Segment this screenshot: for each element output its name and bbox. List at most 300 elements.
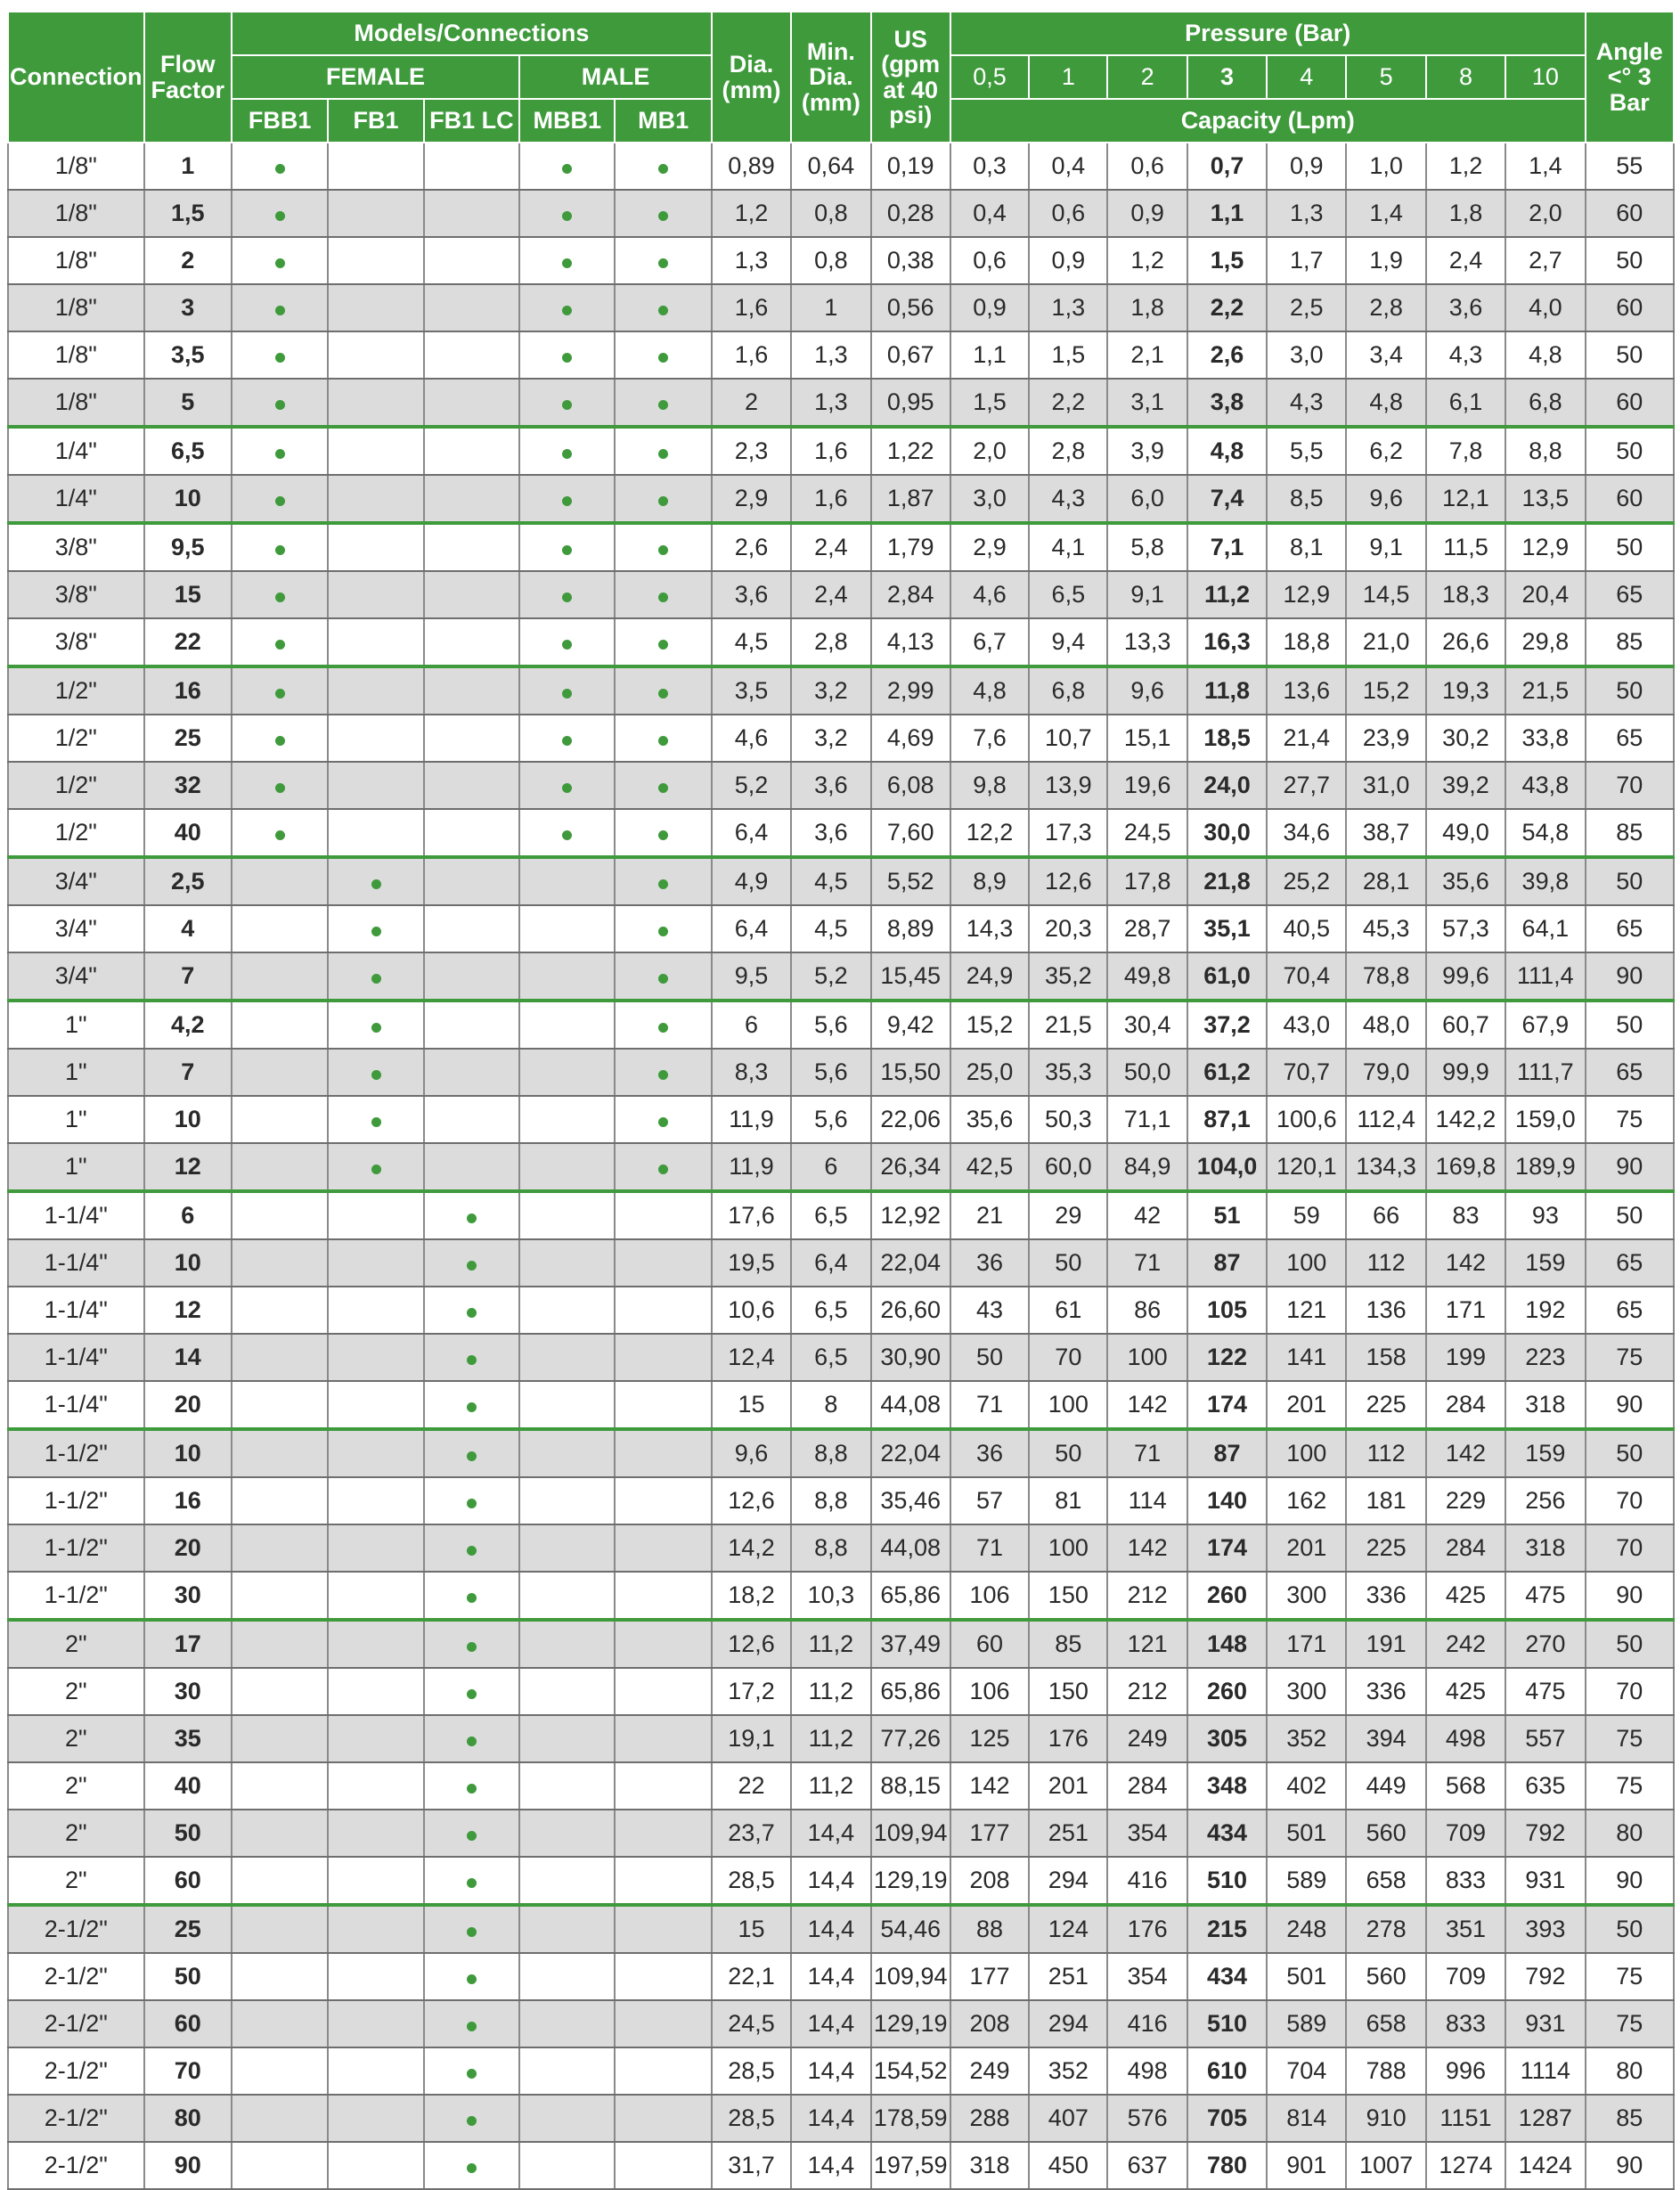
fb1-lc-cell (424, 1334, 519, 1381)
fbb1-cell (232, 379, 328, 427)
us-gpm-cell: 6,08 (871, 762, 950, 809)
capacity-cell: 4,8 (1505, 331, 1585, 379)
fb1-cell (328, 190, 423, 237)
min-dia-cell: 10,3 (791, 1572, 870, 1620)
capacity-cell: 318 (1505, 1381, 1585, 1429)
capacity-cell: 114 (1107, 1477, 1187, 1524)
capacity-3bar-cell: 7,1 (1187, 523, 1267, 571)
capacity-3bar-cell: 87,1 (1187, 1096, 1267, 1143)
capacity-cell: 60,7 (1426, 1001, 1505, 1049)
fbb1-cell (232, 1049, 328, 1096)
connection-cell: 1-1/2" (8, 1477, 144, 1524)
min-dia-cell: 1,3 (791, 331, 870, 379)
mbb1-cell (519, 1477, 615, 1524)
angle-cell: 60 (1586, 190, 1674, 237)
capacity-3bar-cell: 61,0 (1187, 952, 1267, 1001)
min-dia-cell: 14,4 (791, 2142, 870, 2189)
availability-dot-icon (658, 306, 668, 315)
capacity-cell: 1,2 (1426, 143, 1505, 190)
table-row (8, 523, 1674, 571)
connection-cell: 1/8" (8, 284, 144, 331)
capacity-cell: 589 (1267, 1857, 1346, 1905)
mbb1-cell (519, 2000, 615, 2047)
availability-dot-icon (275, 306, 285, 315)
min-dia-cell: 8 (791, 1381, 870, 1429)
flow-factor-cell: 4,2 (144, 1001, 232, 1049)
fbb1-cell (232, 1715, 328, 1762)
availability-dot-icon (371, 1164, 381, 1174)
table-row (8, 1049, 1674, 1096)
capacity-cell: 12,9 (1267, 571, 1346, 618)
capacity-cell: 6,5 (1029, 571, 1107, 618)
fbb1-cell (232, 1572, 328, 1620)
min-dia-cell: 0,8 (791, 237, 870, 284)
dia-cell: 2 (712, 379, 791, 427)
capacity-cell: 11,5 (1426, 523, 1505, 571)
capacity-cell: 6,0 (1107, 475, 1187, 523)
flow-factor-cell: 10 (144, 1239, 232, 1287)
mb1-cell (615, 1334, 711, 1381)
connection-cell: 1-1/2" (8, 1572, 144, 1620)
capacity-cell: 251 (1029, 1810, 1107, 1857)
capacity-cell: 4,3 (1029, 475, 1107, 523)
capacity-3bar-cell: 18,5 (1187, 715, 1267, 762)
us-gpm-cell: 129,19 (871, 1857, 950, 1905)
fbb1-cell (232, 666, 328, 715)
mb1-cell (615, 1049, 711, 1096)
capacity-cell: 833 (1426, 1857, 1505, 1905)
capacity-cell: 251 (1029, 1953, 1107, 2000)
capacity-cell: 78,8 (1346, 952, 1425, 1001)
fb1-lc-cell (424, 1287, 519, 1334)
availability-dot-icon (371, 974, 381, 984)
us-gpm-cell: 109,94 (871, 1953, 950, 2000)
fb1-cell (328, 952, 423, 1001)
fbb1-cell (232, 1620, 328, 1668)
capacity-cell: 9,4 (1029, 618, 1107, 666)
fb1-lc-cell (424, 857, 519, 905)
capacity-cell: 14,5 (1346, 571, 1425, 618)
connection-cell: 2" (8, 1620, 144, 1668)
mb1-cell (615, 1668, 711, 1715)
capacity-cell: 18,8 (1267, 618, 1346, 666)
fb1-lc-cell (424, 1810, 519, 1857)
min-dia-cell: 8,8 (791, 1477, 870, 1524)
capacity-cell: 19,3 (1426, 666, 1505, 715)
us-gpm-cell: 197,59 (871, 2142, 950, 2189)
us-gpm-cell: 22,06 (871, 1096, 950, 1143)
connection-cell: 1" (8, 1001, 144, 1049)
capacity-cell: 284 (1426, 1524, 1505, 1572)
availability-dot-icon (658, 974, 668, 984)
min-dia-cell: 5,2 (791, 952, 870, 1001)
mbb1-cell (519, 190, 615, 237)
dia-cell: 28,5 (712, 2095, 791, 2142)
mbb1-cell (519, 475, 615, 523)
mbb1-cell (519, 1953, 615, 2000)
dia-cell: 4,5 (712, 618, 791, 666)
capacity-cell: 8,9 (950, 857, 1029, 905)
dia-cell: 31,7 (712, 2142, 791, 2189)
fbb1-cell (232, 284, 328, 331)
capacity-cell: 201 (1267, 1524, 1346, 1572)
capacity-cell: 142,2 (1426, 1096, 1505, 1143)
mb1-cell (615, 475, 711, 523)
availability-dot-icon (658, 783, 668, 793)
mbb1-cell (519, 1715, 615, 1762)
table-row (8, 1620, 1674, 1668)
availability-dot-icon (467, 2163, 477, 2173)
capacity-cell: 576 (1107, 2095, 1187, 2142)
table-row (8, 2095, 1674, 2142)
table-body (8, 143, 1674, 2189)
min-dia-cell: 4,5 (791, 857, 870, 905)
dia-cell: 10,6 (712, 1287, 791, 1334)
capacity-cell: 402 (1267, 1762, 1346, 1810)
capacity-cell: 176 (1029, 1715, 1107, 1762)
fb1-lc-cell (424, 666, 519, 715)
header-connection: Connection (8, 12, 144, 143)
dia-cell: 9,6 (712, 1429, 791, 1477)
availability-dot-icon (658, 353, 668, 363)
capacity-cell: 7,6 (950, 715, 1029, 762)
mbb1-cell (519, 1429, 615, 1477)
angle-cell: 65 (1586, 571, 1674, 618)
capacity-cell: 142 (1107, 1524, 1187, 1572)
fb1-lc-cell (424, 762, 519, 809)
capacity-cell: 5,5 (1267, 427, 1346, 475)
capacity-cell: 21,5 (1029, 1001, 1107, 1049)
min-dia-cell: 11,2 (791, 1620, 870, 1668)
capacity-cell: 7,8 (1426, 427, 1505, 475)
mb1-cell (615, 857, 711, 905)
capacity-3bar-cell: 24,0 (1187, 762, 1267, 809)
dia-cell: 24,5 (712, 2000, 791, 2047)
capacity-cell: 1,0 (1346, 143, 1425, 190)
capacity-cell: 2,5 (1267, 284, 1346, 331)
capacity-cell: 8,5 (1267, 475, 1346, 523)
capacity-cell: 35,6 (950, 1096, 1029, 1143)
flow-factor-cell: 6,5 (144, 427, 232, 475)
connection-cell: 2" (8, 1715, 144, 1762)
capacity-cell: 6,7 (950, 618, 1029, 666)
flow-factor-cell: 7 (144, 1049, 232, 1096)
angle-cell: 90 (1586, 1857, 1674, 1905)
capacity-cell: 4,3 (1267, 379, 1346, 427)
dia-cell: 1,3 (712, 237, 791, 284)
angle-cell: 50 (1586, 523, 1674, 571)
mbb1-cell (519, 143, 615, 190)
mbb1-cell (519, 715, 615, 762)
availability-dot-icon (562, 592, 572, 602)
fbb1-cell (232, 618, 328, 666)
fb1-cell (328, 475, 423, 523)
capacity-cell: 13,9 (1029, 762, 1107, 809)
mb1-cell (615, 2142, 711, 2189)
table-row (8, 905, 1674, 952)
capacity-cell: 10,7 (1029, 715, 1107, 762)
capacity-cell: 35,2 (1029, 952, 1107, 1001)
angle-cell: 90 (1586, 1572, 1674, 1620)
capacity-3bar-cell: 30,0 (1187, 809, 1267, 857)
capacity-cell: 100 (1267, 1239, 1346, 1287)
flow-factor-cell: 6 (144, 1191, 232, 1239)
fb1-lc-cell (424, 571, 519, 618)
availability-dot-icon (467, 1831, 477, 1841)
capacity-cell: 70,7 (1267, 1049, 1346, 1096)
capacity-cell: 996 (1426, 2047, 1505, 2095)
header-model-fb1-lc: FB1 LC (424, 99, 519, 143)
fb1-cell (328, 1429, 423, 1477)
flow-factor-cell: 40 (144, 1762, 232, 1810)
capacity-cell: 284 (1107, 1762, 1187, 1810)
table-row (8, 427, 1674, 475)
capacity-cell: 284 (1426, 1381, 1505, 1429)
availability-dot-icon (562, 258, 572, 268)
flow-factor-cell: 14 (144, 1334, 232, 1381)
fbb1-cell (232, 1857, 328, 1905)
fb1-lc-cell (424, 1381, 519, 1429)
us-gpm-cell: 0,19 (871, 143, 950, 190)
availability-dot-icon (371, 1070, 381, 1080)
availability-dot-icon (658, 640, 668, 650)
table-row (8, 666, 1674, 715)
capacity-cell: 0,6 (1107, 143, 1187, 190)
connection-cell: 1" (8, 1049, 144, 1096)
connection-cell: 2-1/2" (8, 2000, 144, 2047)
mb1-cell (615, 379, 711, 427)
dia-cell: 28,5 (712, 1857, 791, 1905)
mb1-cell (615, 715, 711, 762)
capacity-cell: 1424 (1505, 2142, 1585, 2189)
flow-factor-cell: 12 (144, 1287, 232, 1334)
capacity-cell: 1,5 (950, 379, 1029, 427)
capacity-cell: 159,0 (1505, 1096, 1585, 1143)
capacity-cell: 14,3 (950, 905, 1029, 952)
us-gpm-cell: 1,87 (871, 475, 950, 523)
mb1-cell (615, 1239, 711, 1287)
flow-factor-cell: 20 (144, 1381, 232, 1429)
capacity-cell: 394 (1346, 1715, 1425, 1762)
capacity-cell: 21,4 (1267, 715, 1346, 762)
capacity-cell: 2,8 (1029, 427, 1107, 475)
table-row (8, 379, 1674, 427)
header-us-gpm: US (gpm at 40 psi) (871, 12, 950, 143)
capacity-cell: 910 (1346, 2095, 1425, 2142)
dia-cell: 4,6 (712, 715, 791, 762)
capacity-cell: 106 (950, 1668, 1029, 1715)
capacity-cell: 36 (950, 1429, 1029, 1477)
dia-cell: 8,3 (712, 1049, 791, 1096)
table-row (8, 809, 1674, 857)
fb1-cell (328, 1857, 423, 1905)
mb1-cell (615, 1143, 711, 1191)
capacity-cell: 30,2 (1426, 715, 1505, 762)
min-dia-cell: 6,5 (791, 1334, 870, 1381)
capacity-cell: 3,0 (950, 475, 1029, 523)
availability-dot-icon (275, 783, 285, 793)
capacity-cell: 93 (1505, 1191, 1585, 1239)
capacity-cell: 300 (1267, 1668, 1346, 1715)
mbb1-cell (519, 1762, 615, 1810)
capacity-3bar-cell: 21,8 (1187, 857, 1267, 905)
angle-cell: 65 (1586, 1049, 1674, 1096)
fb1-cell (328, 1143, 423, 1191)
mbb1-cell (519, 1381, 615, 1429)
connection-cell: 2" (8, 1668, 144, 1715)
fb1-lc-cell (424, 809, 519, 857)
capacity-cell: 1274 (1426, 2142, 1505, 2189)
flow-factor-cell: 50 (144, 1810, 232, 1857)
mbb1-cell (519, 1001, 615, 1049)
fbb1-cell (232, 523, 328, 571)
fbb1-cell (232, 2095, 328, 2142)
connection-cell: 1-1/4" (8, 1191, 144, 1239)
table-row (8, 762, 1674, 809)
fbb1-cell (232, 237, 328, 284)
table-row (8, 1668, 1674, 1715)
capacity-cell: 6,8 (1505, 379, 1585, 427)
connection-cell: 1/4" (8, 475, 144, 523)
mb1-cell (615, 2047, 711, 2095)
capacity-cell: 0,3 (950, 143, 1029, 190)
fb1-cell (328, 1381, 423, 1429)
capacity-cell: 13,3 (1107, 618, 1187, 666)
availability-dot-icon (658, 1164, 668, 1174)
capacity-cell: 249 (950, 2047, 1029, 2095)
capacity-cell: 121 (1267, 1287, 1346, 1334)
angle-cell: 50 (1586, 1620, 1674, 1668)
connection-cell: 1/8" (8, 379, 144, 427)
capacity-cell: 3,6 (1426, 284, 1505, 331)
dia-cell: 22,1 (712, 1953, 791, 2000)
fb1-lc-cell (424, 1191, 519, 1239)
fb1-lc-cell (424, 2095, 519, 2142)
flow-factor-cell: 17 (144, 1620, 232, 1668)
min-dia-cell: 6,5 (791, 1191, 870, 1239)
capacity-cell: 176 (1107, 1905, 1187, 1953)
capacity-cell: 171 (1267, 1620, 1346, 1668)
capacity-cell: 42 (1107, 1191, 1187, 1239)
fb1-cell (328, 1668, 423, 1715)
mbb1-cell (519, 1905, 615, 1953)
connection-cell: 2-1/2" (8, 1953, 144, 2000)
mb1-cell (615, 143, 711, 190)
dia-cell: 11,9 (712, 1143, 791, 1191)
fb1-cell (328, 1620, 423, 1668)
fb1-cell (328, 1096, 423, 1143)
capacity-cell: 2,4 (1426, 237, 1505, 284)
capacity-cell: 225 (1346, 1524, 1425, 1572)
table-row (8, 1762, 1674, 1810)
dia-cell: 2,9 (712, 475, 791, 523)
capacity-cell: 142 (950, 1762, 1029, 1810)
mb1-cell (615, 1620, 711, 1668)
capacity-cell: 501 (1267, 1953, 1346, 2000)
table-row (8, 1143, 1674, 1191)
mbb1-cell (519, 331, 615, 379)
connection-cell: 1/2" (8, 762, 144, 809)
mb1-cell (615, 1001, 711, 1049)
fb1-cell (328, 762, 423, 809)
fb1-lc-cell (424, 1715, 519, 1762)
fb1-cell (328, 1477, 423, 1524)
capacity-cell: 416 (1107, 2000, 1187, 2047)
connection-cell: 1/2" (8, 666, 144, 715)
availability-dot-icon (562, 353, 572, 363)
capacity-cell: 25,2 (1267, 857, 1346, 905)
nozzle-specification-table (7, 11, 1675, 2190)
capacity-cell: 17,8 (1107, 857, 1187, 905)
capacity-cell: 71 (1107, 1239, 1187, 1287)
capacity-cell: 501 (1267, 1810, 1346, 1857)
min-dia-cell: 5,6 (791, 1049, 870, 1096)
availability-dot-icon (562, 736, 572, 746)
fbb1-cell (232, 2047, 328, 2095)
fb1-lc-cell (424, 1477, 519, 1524)
availability-dot-icon (658, 1070, 668, 1080)
capacity-cell: 199 (1426, 1334, 1505, 1381)
mb1-cell (615, 1191, 711, 1239)
fbb1-cell (232, 1477, 328, 1524)
capacity-cell: 40,5 (1267, 905, 1346, 952)
min-dia-cell: 14,4 (791, 2095, 870, 2142)
fb1-lc-cell (424, 1953, 519, 2000)
capacity-cell: 60,0 (1029, 1143, 1107, 1191)
availability-dot-icon (467, 2069, 477, 2079)
fbb1-cell (232, 1381, 328, 1429)
capacity-cell: 181 (1346, 1477, 1425, 1524)
fb1-lc-cell (424, 331, 519, 379)
mbb1-cell (519, 1334, 615, 1381)
connection-cell: 2-1/2" (8, 2142, 144, 2189)
angle-cell: 50 (1586, 857, 1674, 905)
capacity-cell: 84,9 (1107, 1143, 1187, 1191)
min-dia-cell: 8,8 (791, 1524, 870, 1572)
mb1-cell (615, 237, 711, 284)
fb1-cell (328, 1810, 423, 1857)
capacity-cell: 34,6 (1267, 809, 1346, 857)
header-model-mb1: MB1 (615, 99, 711, 143)
fb1-lc-cell (424, 1762, 519, 1810)
capacity-cell: 0,4 (950, 190, 1029, 237)
mb1-cell (615, 905, 711, 952)
dia-cell: 1,6 (712, 331, 791, 379)
mbb1-cell (519, 857, 615, 905)
capacity-cell: 352 (1029, 2047, 1107, 2095)
fb1-lc-cell (424, 237, 519, 284)
capacity-cell: 64,1 (1505, 905, 1585, 952)
us-gpm-cell: 12,92 (871, 1191, 950, 1239)
mb1-cell (615, 1857, 711, 1905)
us-gpm-cell: 44,08 (871, 1524, 950, 1572)
capacity-cell: 278 (1346, 1905, 1425, 1953)
min-dia-cell: 8,8 (791, 1429, 870, 1477)
capacity-3bar-cell: 105 (1187, 1287, 1267, 1334)
mbb1-cell (519, 1049, 615, 1096)
flow-factor-cell: 1,5 (144, 190, 232, 237)
dia-cell: 1,6 (712, 284, 791, 331)
capacity-cell: 931 (1505, 1857, 1585, 1905)
availability-dot-icon (658, 927, 668, 936)
capacity-cell: 4,3 (1426, 331, 1505, 379)
connection-cell: 1" (8, 1143, 144, 1191)
min-dia-cell: 2,4 (791, 523, 870, 571)
capacity-cell: 208 (950, 1857, 1029, 1905)
capacity-cell: 792 (1505, 1810, 1585, 1857)
mbb1-cell (519, 523, 615, 571)
fbb1-cell (232, 1668, 328, 1715)
